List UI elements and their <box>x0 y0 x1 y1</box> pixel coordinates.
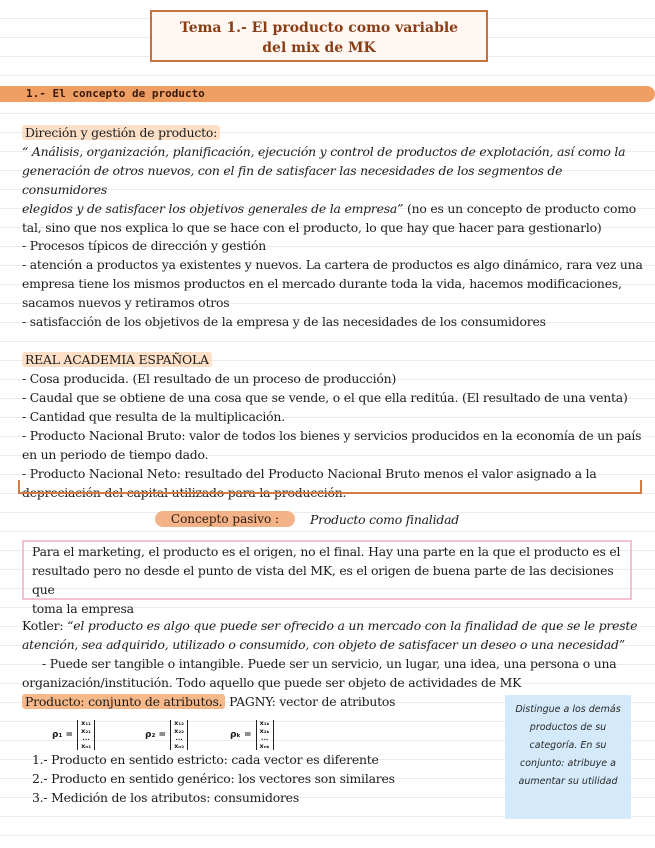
procesos-line: empresa tiene los mismos productos en el mercado durante toda la vida, hacemos modificaciones, <box>22 276 622 291</box>
atributos-heading: Producto: conjunto de atributos. <box>22 694 225 709</box>
marketing-line: Para el marketing, el producto es el origen, no el final. Hay una parte en la que el producto es el <box>32 544 621 559</box>
procesos-line: - satisfacción de los objetivos de la empresa y de las necesidades de los consumidores <box>22 314 546 329</box>
rae-line: - Cosa producida. (El resultado de un proceso de producción) <box>22 371 397 386</box>
vector-entry: ... <box>175 734 183 742</box>
direccion-quote-line2: generación de otros nuevos, con el fin de satisfacer las necesidades de los segmentos de consumidores <box>22 163 563 197</box>
concepto-pasivo-label: Concepto pasivo : <box>155 511 295 527</box>
atributos-list <box>32 750 502 807</box>
marketing-text <box>32 542 632 618</box>
section-heading: 1.- El concepto de producto <box>26 87 205 100</box>
atributos-pagny: PAGNY: vector de atributos <box>225 694 396 709</box>
kotler-block <box>22 616 647 692</box>
procesos-line: - atención a productos ya existentes y nuevos. La cartera de productos es algo dinámico, rara vez una <box>22 257 643 272</box>
rae-line: depreciación del capital utilizado para la producción. <box>22 485 347 500</box>
formula-vector-1 <box>52 720 95 750</box>
marketing-line: toma la empresa <box>32 601 134 616</box>
direccion-quote-line3: elegidos y de satisfacer los objetivos generales de la empresa” <box>22 201 404 216</box>
kotler-quote-line1: “el producto es algo que puede ser ofrecido a un mercado con la finalidad de que se le preste <box>67 618 638 633</box>
direccion-block <box>22 123 647 237</box>
vector-entry: x₁₁ <box>81 719 92 727</box>
rae-line: - Caudal que se obtiene de una cosa que se vende, o el que ella reditúa. (El resultado de una venta) <box>22 390 628 405</box>
formula-vector-k <box>230 720 274 750</box>
concepto-pasivo-value: Producto como finalidad <box>310 512 459 527</box>
rae-line: en un periodo de tiempo dado. <box>22 447 209 462</box>
vector-entry: x₁ₖ <box>259 719 270 727</box>
vector-entry: xₙ₂ <box>174 741 185 750</box>
list-item: 2.- Producto en sentido genérico: los vectores son similares <box>32 771 395 786</box>
vector-entry: x₂ₖ <box>259 726 270 735</box>
direccion-comment: (no es un concepto de producto como <box>403 201 637 216</box>
list-item: 3.- Medición de los atributos: consumidores <box>32 790 299 805</box>
formula-vector <box>170 720 188 750</box>
kotler-label: Kotler: <box>22 618 68 633</box>
direccion-heading: Direción y gestión de producto: <box>22 125 220 140</box>
formula-lhs: ρ₁ = <box>52 730 74 740</box>
list-item: 1.- Producto en sentido estricto: cada vector es diferente <box>32 752 379 767</box>
marketing-line: resultado pero no desde el punto de vista del MK, es el origen de buena parte de las decisiones que <box>32 563 614 597</box>
formula-lhs: ρ₂ = <box>145 730 167 740</box>
direccion-comment-line2: tal, sino que nos explica lo que se hace con el producto, lo que hay que hacer para gestionarlo) <box>22 220 602 235</box>
vector-entry: ... <box>82 734 90 742</box>
kotler-line3: - Puede ser tangible o intangible. Puede ser un servicio, un lugar, una idea, una persona o una <box>42 656 617 671</box>
vector-entry: x₁₂ <box>174 719 185 727</box>
sticky-note: Distingue a los demás productos de su categoría. En su conjunto: atribuye a aumentar su utilidad <box>505 695 631 819</box>
vector-entry: ... <box>260 734 269 742</box>
formula-lhs: ρₖ = <box>230 730 252 740</box>
kotler-line4: organización/institución. Todo aquello que puede ser objeto de actividades de MK <box>22 675 522 690</box>
page-title-box <box>150 10 488 62</box>
direccion-quote-line1: “ Análisis, organización, planificación, ejecución y control de productos de explotación, así como la <box>22 144 626 159</box>
procesos-line: sacamos nuevos y retiramos otros <box>22 295 230 310</box>
page-title-line2: del mix de MK <box>262 40 376 56</box>
rae-line: - Cantidad que resulta de la multiplicación. <box>22 409 285 424</box>
formula-vector <box>77 720 95 750</box>
procesos-block <box>22 236 647 331</box>
vector-entry: xₙ₁ <box>81 741 92 750</box>
rae-bracket-divider <box>18 480 642 494</box>
rae-line: - Producto Nacional Neto: resultado del Producto Nacional Bruto menos el valor asignado a la <box>22 466 597 481</box>
vector-entry: x₂₁ <box>81 726 92 735</box>
page-title-line1: Tema 1.- El producto como variable <box>179 20 459 36</box>
formula-vector <box>256 720 274 750</box>
formula-vector-2 <box>145 720 188 750</box>
vector-entry: x₂₂ <box>174 726 185 735</box>
atributos-header <box>22 692 502 711</box>
kotler-quote-line2: atención, sea adquirido, utilizado o consumido, con objeto de satisfacer un deseo o una necesidad” <box>22 637 625 652</box>
vector-entry: xₙₖ <box>259 741 270 750</box>
procesos-line: - Procesos típicos de dirección y gestión <box>22 238 267 253</box>
rae-line: - Producto Nacional Bruto: valor de todos los bienes y servicios producidos en la economía de un país <box>22 428 642 443</box>
rae-heading: REAL ACADEMIA ESPAÑOLA <box>22 352 212 367</box>
